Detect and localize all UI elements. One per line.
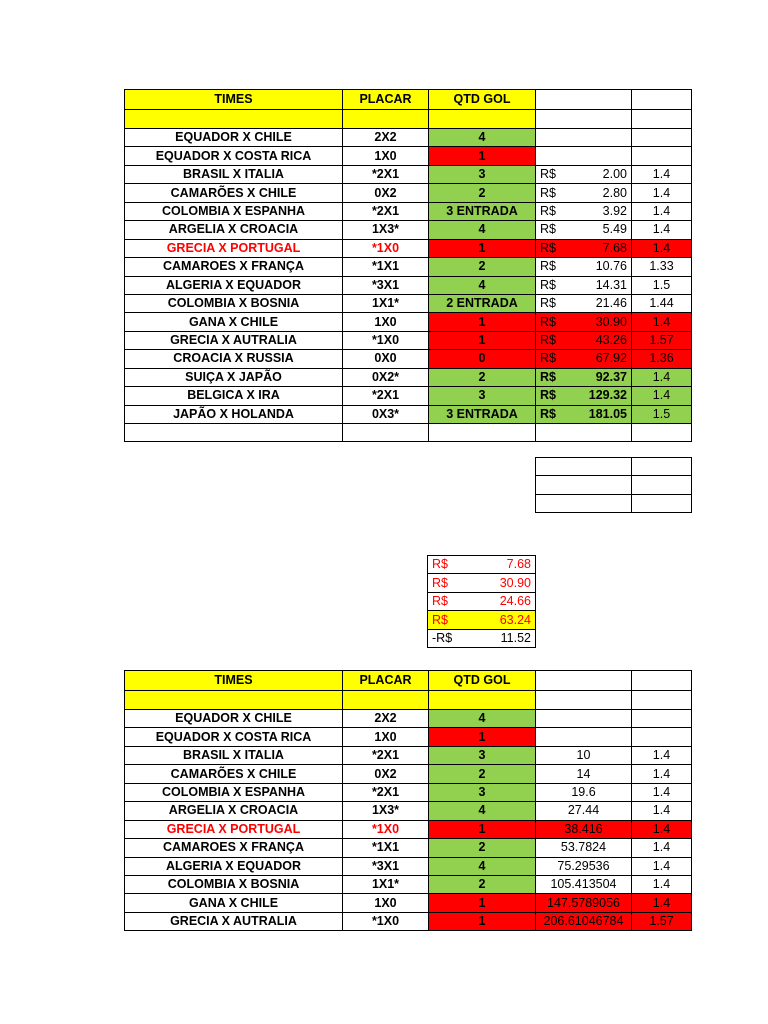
team-cell[interactable]: ALGERIA X EQUADOR: [125, 857, 343, 875]
table-row: [125, 405, 692, 423]
table-row: [125, 313, 692, 331]
odd-cell[interactable]: 1.57: [632, 912, 692, 930]
score-cell[interactable]: 1X1*: [343, 875, 429, 893]
stake-cell[interactable]: [536, 239, 632, 257]
amount-value: 10.76: [595, 259, 627, 274]
goals-cell[interactable]: 1: [429, 912, 536, 930]
goals-cell[interactable]: 4: [429, 129, 536, 147]
score-cell[interactable]: *2X1: [343, 783, 429, 801]
currency-label: R$: [432, 575, 448, 590]
bet-table-2: [124, 670, 692, 931]
score-cell[interactable]: 2X2: [343, 129, 429, 147]
goals-cell[interactable]: 2 ENTRADA: [429, 294, 536, 312]
odd-cell[interactable]: 1.4: [632, 802, 692, 820]
odd-cell[interactable]: 1.4: [632, 165, 692, 183]
goals-cell[interactable]: 2: [429, 765, 536, 783]
odd-cell[interactable]: 1.4: [632, 202, 692, 220]
stake-cell[interactable]: [536, 728, 632, 746]
grid-cell[interactable]: [343, 424, 429, 442]
team-cell[interactable]: CROACIA X RUSSIA: [125, 350, 343, 368]
table-row: [125, 820, 692, 838]
team-cell[interactable]: EQUADOR X CHILE: [125, 129, 343, 147]
stake-value: [540, 185, 627, 202]
stake-value: [540, 369, 627, 386]
odd-cell[interactable]: 1.4: [632, 368, 692, 386]
score-cell[interactable]: 1X0: [343, 728, 429, 746]
score-cell[interactable]: *1X1: [343, 258, 429, 276]
amount-value: 43.26: [595, 333, 627, 348]
amount-value: 63.24: [499, 612, 531, 627]
team-cell[interactable]: EQUADOR X COSTA RICA: [125, 147, 343, 165]
score-cell[interactable]: *2X1: [343, 165, 429, 183]
table-row: [125, 221, 692, 239]
summary-row: [428, 574, 536, 592]
goals-cell[interactable]: 4: [429, 221, 536, 239]
team-cell[interactable]: JAPÃO X HOLANDA: [125, 405, 343, 423]
score-cell[interactable]: 1X0: [343, 147, 429, 165]
amount-value: 7.68: [602, 240, 627, 255]
goals-cell[interactable]: 0: [429, 350, 536, 368]
goals-cell[interactable]: 4: [429, 710, 536, 728]
grid-cell[interactable]: [343, 690, 429, 710]
team-cell[interactable]: EQUADOR X COSTA RICA: [125, 728, 343, 746]
goals-cell[interactable]: 1: [429, 239, 536, 257]
grid-cell[interactable]: [632, 671, 692, 691]
summary-cell[interactable]: [428, 574, 536, 592]
stake-cell[interactable]: [536, 710, 632, 728]
amount-value: 7.68: [506, 557, 531, 572]
summary-value: [432, 612, 531, 629]
goals-cell[interactable]: 2: [429, 368, 536, 386]
grid-cell[interactable]: [429, 109, 536, 129]
team-cell[interactable]: GANA X CHILE: [125, 313, 343, 331]
stake-cell[interactable]: 14: [536, 765, 632, 783]
stake-cell[interactable]: 10: [536, 746, 632, 764]
summary-row: [428, 629, 536, 647]
grid-cell[interactable]: [536, 424, 632, 442]
score-cell[interactable]: *1X0: [343, 820, 429, 838]
table-row: [125, 239, 692, 257]
currency-label: R$: [432, 594, 448, 609]
score-cell[interactable]: *3X1: [343, 276, 429, 294]
score-cell[interactable]: 0X3*: [343, 405, 429, 423]
goals-cell[interactable]: 3: [429, 165, 536, 183]
goals-cell[interactable]: 1: [429, 313, 536, 331]
summary-cell[interactable]: [428, 629, 536, 647]
amount-value: 3.92: [602, 203, 627, 218]
table-row: [125, 258, 692, 276]
stake-value: [540, 350, 627, 367]
currency-label: R$: [540, 259, 556, 274]
odd-cell[interactable]: 1.4: [632, 839, 692, 857]
table-row: [125, 746, 692, 764]
team-cell[interactable]: GANA X CHILE: [125, 894, 343, 912]
team-cell[interactable]: ARGELIA X CROACIA: [125, 221, 343, 239]
column-header[interactable]: TIMES: [125, 671, 343, 691]
table-row: [125, 728, 692, 746]
goals-cell[interactable]: 1: [429, 820, 536, 838]
blank-row: [125, 690, 692, 710]
amount-value: 21.46: [595, 296, 627, 311]
currency-label: R$: [540, 222, 556, 237]
stake-cell[interactable]: [536, 258, 632, 276]
stake-value: [540, 240, 627, 257]
team-cell[interactable]: SUIÇA X JAPÃO: [125, 368, 343, 386]
table-row: [125, 294, 692, 312]
amount-value: 24.66: [499, 594, 531, 609]
team-cell[interactable]: GRECIA X PORTUGAL: [125, 820, 343, 838]
summary-cell[interactable]: [428, 592, 536, 610]
summary-value: [432, 556, 531, 573]
stake-cell[interactable]: [536, 184, 632, 202]
goals-cell[interactable]: 1: [429, 894, 536, 912]
stake-cell[interactable]: [536, 202, 632, 220]
currency-label: -R$: [432, 630, 453, 645]
odd-cell[interactable]: 1.5: [632, 405, 692, 423]
odd-cell[interactable]: 1.57: [632, 331, 692, 349]
stake-cell[interactable]: [536, 387, 632, 405]
grid-cell[interactable]: [632, 458, 692, 476]
table-row: [125, 202, 692, 220]
summary-table: [427, 555, 536, 648]
goals-cell[interactable]: 3 ENTRADA: [429, 405, 536, 423]
stake-cell[interactable]: 75.29536: [536, 857, 632, 875]
stake-cell[interactable]: [536, 405, 632, 423]
score-cell[interactable]: 1X0: [343, 894, 429, 912]
odd-cell[interactable]: 1.4: [632, 239, 692, 257]
score-cell[interactable]: *1X1: [343, 839, 429, 857]
stake-cell[interactable]: 147.5789056: [536, 894, 632, 912]
odd-cell[interactable]: 1.4: [632, 857, 692, 875]
currency-label: R$: [432, 612, 448, 627]
grid-cell[interactable]: [536, 109, 632, 129]
amount-value: 5.49: [602, 222, 627, 237]
currency-label: R$: [540, 369, 556, 384]
grid-cell[interactable]: [632, 494, 692, 512]
score-cell[interactable]: *1X0: [343, 912, 429, 930]
odd-cell[interactable]: 1.4: [632, 746, 692, 764]
table-row: [125, 350, 692, 368]
goals-cell[interactable]: 2: [429, 258, 536, 276]
summary-value: [432, 593, 531, 610]
team-cell[interactable]: BRASIL X ITALIA: [125, 746, 343, 764]
column-header[interactable]: TIMES: [125, 90, 343, 110]
column-header[interactable]: PLACAR: [343, 671, 429, 691]
stake-cell[interactable]: 53.7824: [536, 839, 632, 857]
team-cell[interactable]: ARGELIA X CROACIA: [125, 802, 343, 820]
team-cell[interactable]: GRECIA X AUTRALIA: [125, 331, 343, 349]
table-row: [125, 857, 692, 875]
odd-cell[interactable]: [632, 710, 692, 728]
grid-cell[interactable]: [632, 690, 692, 710]
stake-cell[interactable]: 105.413504: [536, 875, 632, 893]
grid-cell[interactable]: [536, 458, 632, 476]
stake-cell[interactable]: [536, 147, 632, 165]
team-cell[interactable]: CAMARÕES X CHILE: [125, 765, 343, 783]
grid-cell[interactable]: [536, 476, 632, 494]
odd-cell[interactable]: 1.4: [632, 184, 692, 202]
amount-value: 14.31: [595, 277, 627, 292]
team-cell[interactable]: ALGERIA X EQUADOR: [125, 276, 343, 294]
column-header[interactable]: PLACAR: [343, 90, 429, 110]
stake-cell[interactable]: [536, 129, 632, 147]
grid-cell[interactable]: [429, 424, 536, 442]
amount-value: 2.00: [602, 167, 627, 182]
stake-cell[interactable]: 206.61046784: [536, 912, 632, 930]
table-row: [125, 276, 692, 294]
team-cell[interactable]: CAMAROES X FRANÇA: [125, 839, 343, 857]
score-cell[interactable]: *2X1: [343, 746, 429, 764]
stake-cell[interactable]: [536, 294, 632, 312]
odd-cell[interactable]: [632, 728, 692, 746]
grid-cell[interactable]: [125, 424, 343, 442]
stake-value: [540, 406, 627, 423]
grid-cell[interactable]: [632, 90, 692, 110]
goals-cell[interactable]: 2: [429, 839, 536, 857]
stake-cell[interactable]: [536, 165, 632, 183]
team-cell[interactable]: COLOMBIA X BOSNIA: [125, 294, 343, 312]
score-cell[interactable]: 0X0: [343, 350, 429, 368]
odd-cell[interactable]: 1.4: [632, 221, 692, 239]
odd-cell[interactable]: 1.4: [632, 894, 692, 912]
grid-cell[interactable]: [632, 476, 692, 494]
currency-label: R$: [540, 333, 556, 348]
team-cell[interactable]: BRASIL X ITALIA: [125, 165, 343, 183]
summary-value: [432, 630, 531, 647]
score-cell[interactable]: *1X0: [343, 331, 429, 349]
odd-cell[interactable]: 1.4: [632, 783, 692, 801]
table-row: [125, 839, 692, 857]
table-row: [125, 165, 692, 183]
odd-cell[interactable]: 1.4: [632, 875, 692, 893]
table-row: [125, 710, 692, 728]
team-cell[interactable]: CAMARÕES X CHILE: [125, 184, 343, 202]
score-cell[interactable]: *3X1: [343, 857, 429, 875]
odd-cell[interactable]: 1.44: [632, 294, 692, 312]
stake-value: [540, 314, 627, 331]
goals-cell[interactable]: 2: [429, 184, 536, 202]
currency-label: R$: [540, 351, 556, 366]
goals-cell[interactable]: 3 ENTRADA: [429, 202, 536, 220]
team-cell[interactable]: COLOMBIA X ESPANHA: [125, 202, 343, 220]
currency-label: R$: [432, 557, 448, 572]
table-row: [125, 894, 692, 912]
odd-cell[interactable]: [632, 129, 692, 147]
bet-table-1: [124, 89, 692, 442]
score-cell[interactable]: *1X0: [343, 239, 429, 257]
odd-cell[interactable]: 1.4: [632, 387, 692, 405]
grid-cell[interactable]: [429, 690, 536, 710]
goals-cell[interactable]: 3: [429, 387, 536, 405]
grid-cell[interactable]: [536, 690, 632, 710]
amount-value: 129.32: [588, 388, 627, 403]
stake-value: [540, 166, 627, 183]
grid-cell[interactable]: [536, 90, 632, 110]
currency-label: R$: [540, 277, 556, 292]
table-row: [125, 129, 692, 147]
score-cell[interactable]: 0X2: [343, 765, 429, 783]
table-row: [125, 765, 692, 783]
amount-value: 2.80: [602, 185, 627, 200]
grid-cell[interactable]: [125, 690, 343, 710]
score-cell[interactable]: 0X2: [343, 184, 429, 202]
stake-cell[interactable]: 38.416: [536, 820, 632, 838]
stake-value: [540, 295, 627, 312]
goals-cell[interactable]: 1: [429, 147, 536, 165]
grid-cell[interactable]: [632, 424, 692, 442]
summary-value: [432, 575, 531, 592]
stake-cell[interactable]: [536, 331, 632, 349]
team-cell[interactable]: COLOMBIA X BOSNIA: [125, 875, 343, 893]
stake-cell[interactable]: [536, 350, 632, 368]
column-header[interactable]: QTD GOL: [429, 90, 536, 110]
score-cell[interactable]: 1X1*: [343, 294, 429, 312]
currency-label: R$: [540, 240, 556, 255]
stake-cell[interactable]: 27.44: [536, 802, 632, 820]
stake-value: [540, 258, 627, 275]
table-row: [125, 783, 692, 801]
summary-row: [428, 556, 536, 574]
blank-row: [125, 424, 692, 442]
column-header[interactable]: QTD GOL: [429, 671, 536, 691]
score-cell[interactable]: 1X3*: [343, 221, 429, 239]
score-cell[interactable]: 0X2*: [343, 368, 429, 386]
score-cell[interactable]: 1X3*: [343, 802, 429, 820]
table-row: [125, 368, 692, 386]
table-row: [125, 184, 692, 202]
currency-label: R$: [540, 167, 556, 182]
currency-label: R$: [540, 314, 556, 329]
team-cell[interactable]: CAMAROES X FRANÇA: [125, 258, 343, 276]
odd-cell[interactable]: 1.4: [632, 313, 692, 331]
team-cell[interactable]: BELGICA X IRA: [125, 387, 343, 405]
stake-value: [540, 387, 627, 404]
score-cell[interactable]: *2X1: [343, 202, 429, 220]
amount-value: 30.90: [499, 575, 531, 590]
score-cell[interactable]: 1X0: [343, 313, 429, 331]
stake-value: [540, 221, 627, 238]
grid-cell[interactable]: [125, 109, 343, 129]
summary-cell[interactable]: [428, 556, 536, 574]
stake-cell[interactable]: [536, 221, 632, 239]
extra-empty-grid: [535, 457, 692, 513]
grid-cell[interactable]: [343, 109, 429, 129]
stake-cell[interactable]: [536, 368, 632, 386]
odd-cell[interactable]: 1.5: [632, 276, 692, 294]
table-row: [125, 912, 692, 930]
grid-cell[interactable]: [536, 671, 632, 691]
stake-value: [540, 277, 627, 294]
team-cell[interactable]: COLOMBIA X ESPANHA: [125, 783, 343, 801]
stake-value: [540, 332, 627, 349]
grid-cell[interactable]: [632, 109, 692, 129]
table-row: [125, 331, 692, 349]
amount-value: 30.90: [595, 314, 627, 329]
goals-cell[interactable]: 2: [429, 875, 536, 893]
odd-cell[interactable]: 1.33: [632, 258, 692, 276]
header-row: [125, 671, 692, 691]
stake-cell[interactable]: 19.6: [536, 783, 632, 801]
odd-cell[interactable]: 1.4: [632, 765, 692, 783]
odd-cell[interactable]: 1.4: [632, 820, 692, 838]
table-row: [125, 875, 692, 893]
amount-value: 181.05: [588, 406, 627, 421]
goals-cell[interactable]: 4: [429, 857, 536, 875]
blank-row: [125, 109, 692, 129]
odd-cell[interactable]: 1.36: [632, 350, 692, 368]
goals-cell[interactable]: 1: [429, 331, 536, 349]
stake-cell[interactable]: [536, 276, 632, 294]
score-cell[interactable]: *2X1: [343, 387, 429, 405]
summary-cell[interactable]: [428, 611, 536, 629]
table-row: [125, 147, 692, 165]
currency-label: R$: [540, 185, 556, 200]
currency-label: R$: [540, 388, 556, 403]
amount-value: 92.37: [595, 369, 627, 384]
table-row: [125, 387, 692, 405]
header-row: [125, 90, 692, 110]
currency-label: R$: [540, 203, 556, 218]
table-row: [125, 802, 692, 820]
odd-cell[interactable]: [632, 147, 692, 165]
goals-cell[interactable]: 1: [429, 728, 536, 746]
goals-cell[interactable]: 4: [429, 802, 536, 820]
goals-cell[interactable]: 3: [429, 783, 536, 801]
team-cell[interactable]: GRECIA X PORTUGAL: [125, 239, 343, 257]
stake-value: [540, 203, 627, 220]
team-cell[interactable]: EQUADOR X CHILE: [125, 710, 343, 728]
goals-cell[interactable]: 4: [429, 276, 536, 294]
currency-label: R$: [540, 406, 556, 421]
grid-cell[interactable]: [536, 494, 632, 512]
stake-cell[interactable]: [536, 313, 632, 331]
goals-cell[interactable]: 3: [429, 746, 536, 764]
summary-row: [428, 592, 536, 610]
summary-row: [428, 611, 536, 629]
amount-value: 11.52: [500, 630, 531, 645]
currency-label: R$: [540, 296, 556, 311]
amount-value: 67.92: [595, 351, 627, 366]
team-cell[interactable]: GRECIA X AUTRALIA: [125, 912, 343, 930]
score-cell[interactable]: 2X2: [343, 710, 429, 728]
